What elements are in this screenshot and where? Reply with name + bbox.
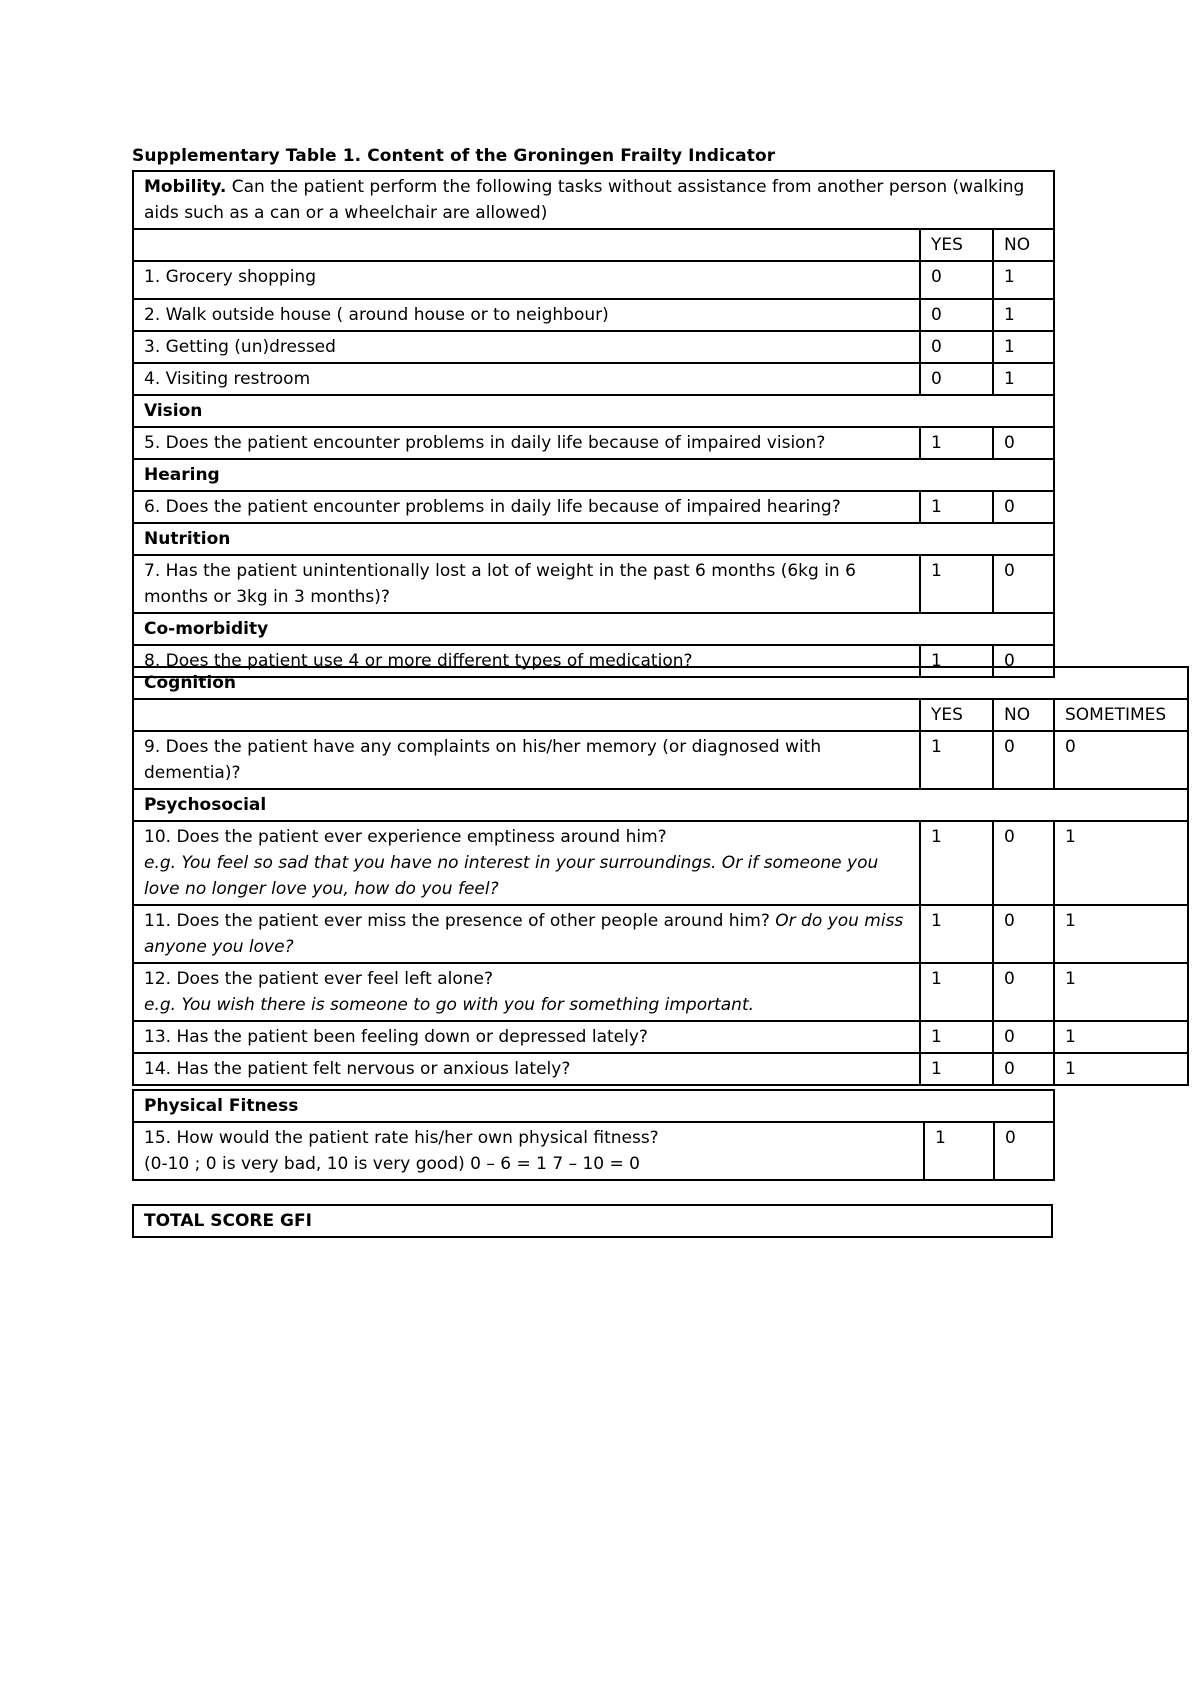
question-text: Has the patient unintentionally lost a lot of weight in the past 6 months (6kg in 6 months or 3kg in 3 months)? [144, 561, 856, 607]
score-yes: 1 [920, 1053, 993, 1085]
frailty-table-cognitive-psychosocial [132, 666, 1189, 1086]
question-text: Does the patient encounter problems in daily life because of impaired hearing? [160, 497, 841, 517]
table-row [133, 1053, 1188, 1085]
question-text: Grocery shopping [160, 267, 316, 287]
section-title-physical-fitness: Physical Fitness [133, 1090, 1054, 1122]
score-sometimes: 1 [1054, 1021, 1188, 1053]
table-row [133, 229, 1054, 261]
question-example: e.g. You feel so sad that you have no interest in your surroundings. Or if someone you love no longer love you, how do you feel? [144, 853, 879, 899]
column-header-no: NO [993, 229, 1054, 261]
score-yes: 1 [920, 645, 993, 677]
question-scale: (0-10 ; 0 is very bad, 10 is very good) 0 – 6 = 1 7 – 10 = 0 [144, 1154, 640, 1174]
question-12 [133, 963, 920, 1021]
table-row [133, 905, 1188, 963]
section-title-vision: Vision [133, 395, 1054, 427]
mobility-instruction: Can the patient perform the following tasks without assistance from another person (walking aids such as a can or a wheelchair are allowed) [144, 177, 1025, 223]
question-text: Does the patient use 4 or more different types of medication? [160, 651, 693, 671]
table-row [133, 1205, 1052, 1237]
table-row [133, 491, 1054, 523]
score-no: 0 [993, 821, 1054, 905]
column-header-yes: YES [920, 229, 993, 261]
question-number: 2. [144, 305, 161, 325]
empty-cell [133, 229, 920, 261]
score-yes: 1 [920, 491, 993, 523]
table-row [133, 427, 1054, 459]
question-3 [133, 331, 920, 363]
frailty-table-physical [132, 170, 1055, 678]
score-yes: 1 [924, 1122, 994, 1180]
question-text: Does the patient encounter problems in daily life because of impaired vision? [160, 433, 826, 453]
table-row [133, 821, 1188, 905]
question-15 [133, 1122, 924, 1180]
score-no: 0 [993, 491, 1054, 523]
question-example: Or do you miss anyone you love? [144, 911, 904, 957]
column-header-yes: YES [920, 699, 993, 731]
question-13: 13. Has the patient been feeling down or depressed lately? [133, 1021, 920, 1053]
question-number: 9. [144, 737, 161, 757]
table-row [133, 1122, 1054, 1180]
question-4 [133, 363, 920, 395]
section-title-mobility: Mobility. [144, 177, 227, 197]
question-11 [133, 905, 920, 963]
score-no: 0 [994, 1122, 1054, 1180]
total-score-label: TOTAL SCORE GFI [133, 1205, 1052, 1237]
score-no: 0 [993, 427, 1054, 459]
question-6 [133, 491, 920, 523]
table-row [133, 1090, 1054, 1122]
mobility-header [133, 171, 1054, 229]
question-text: 10. Does the patient ever experience emptiness around him? [144, 827, 667, 847]
score-yes: 1 [920, 1021, 993, 1053]
table-row [133, 963, 1188, 1021]
table-row [133, 1021, 1188, 1053]
section-title-cognition: Cognition [133, 667, 1188, 699]
table-row [133, 171, 1054, 229]
question-text: Does the patient have any complaints on his/her memory (or diagnosed with dementia)? [144, 737, 822, 783]
score-yes: 1 [920, 427, 993, 459]
question-number: 8. [144, 651, 161, 671]
table-row [133, 699, 1188, 731]
score-no: 0 [993, 1021, 1054, 1053]
question-number: 6. [144, 497, 161, 517]
score-sometimes: 1 [1054, 1053, 1188, 1085]
question-example: e.g. You wish there is someone to go with you for something important. [144, 995, 755, 1015]
question-text: 11. Does the patient ever miss the presence of other people around him? [144, 911, 776, 931]
question-text: 12. Does the patient ever feel left alone? [144, 969, 493, 989]
question-1 [133, 261, 920, 299]
table-caption: Supplementary Table 1. Content of the Groningen Frailty Indicator [132, 146, 776, 166]
table-row [133, 731, 1188, 789]
score-yes: 1 [920, 555, 993, 613]
score-no: 0 [993, 645, 1054, 677]
empty-cell [133, 699, 920, 731]
table-row [133, 789, 1188, 821]
score-sometimes: 1 [1054, 821, 1188, 905]
section-title-nutrition: Nutrition [133, 523, 1054, 555]
table-row [133, 261, 1054, 299]
score-no: 1 [993, 261, 1054, 299]
table-row [133, 555, 1054, 613]
question-number: 4. [144, 369, 161, 389]
section-title-psychosocial: Psychosocial [133, 789, 1188, 821]
question-7 [133, 555, 920, 613]
score-no: 0 [993, 731, 1054, 789]
score-yes: 1 [920, 905, 993, 963]
table-row [133, 523, 1054, 555]
total-score-table [132, 1204, 1053, 1238]
section-title-hearing: Hearing [133, 459, 1054, 491]
table-row [133, 667, 1188, 699]
question-9 [133, 731, 920, 789]
score-sometimes: 1 [1054, 963, 1188, 1021]
table-row [133, 363, 1054, 395]
score-yes: 0 [920, 363, 993, 395]
table-row [133, 395, 1054, 427]
question-10 [133, 821, 920, 905]
score-yes: 1 [920, 963, 993, 1021]
section-title-comorbidity: Co-morbidity [133, 613, 1054, 645]
score-no: 0 [993, 1053, 1054, 1085]
score-no: 0 [993, 905, 1054, 963]
question-text: Walk outside house ( around house or to neighbour) [160, 305, 609, 325]
question-text: Getting (un)dressed [160, 337, 336, 357]
score-sometimes: 1 [1054, 905, 1188, 963]
column-header-sometimes: SOMETIMES [1054, 699, 1188, 731]
question-2 [133, 299, 920, 331]
frailty-table-physical-fitness [132, 1089, 1055, 1181]
score-yes: 1 [920, 821, 993, 905]
question-number: 5. [144, 433, 161, 453]
question-14: 14. Has the patient felt nervous or anxious lately? [133, 1053, 920, 1085]
question-text: Visiting restroom [160, 369, 311, 389]
score-no: 0 [993, 555, 1054, 613]
column-header-no: NO [993, 699, 1054, 731]
question-number: 3. [144, 337, 161, 357]
score-no: 0 [993, 963, 1054, 1021]
question-number: 7. [144, 561, 161, 581]
table-row [133, 331, 1054, 363]
question-5 [133, 427, 920, 459]
score-no: 1 [993, 363, 1054, 395]
score-no: 1 [993, 299, 1054, 331]
score-yes: 0 [920, 299, 993, 331]
score-sometimes: 0 [1054, 731, 1188, 789]
table-row [133, 299, 1054, 331]
score-yes: 0 [920, 331, 993, 363]
question-number: 1. [144, 267, 161, 287]
table-row [133, 459, 1054, 491]
score-yes: 0 [920, 261, 993, 299]
table-row [133, 613, 1054, 645]
score-yes: 1 [920, 731, 993, 789]
question-text: 15. How would the patient rate his/her own physical fitness? [144, 1128, 659, 1148]
score-no: 1 [993, 331, 1054, 363]
